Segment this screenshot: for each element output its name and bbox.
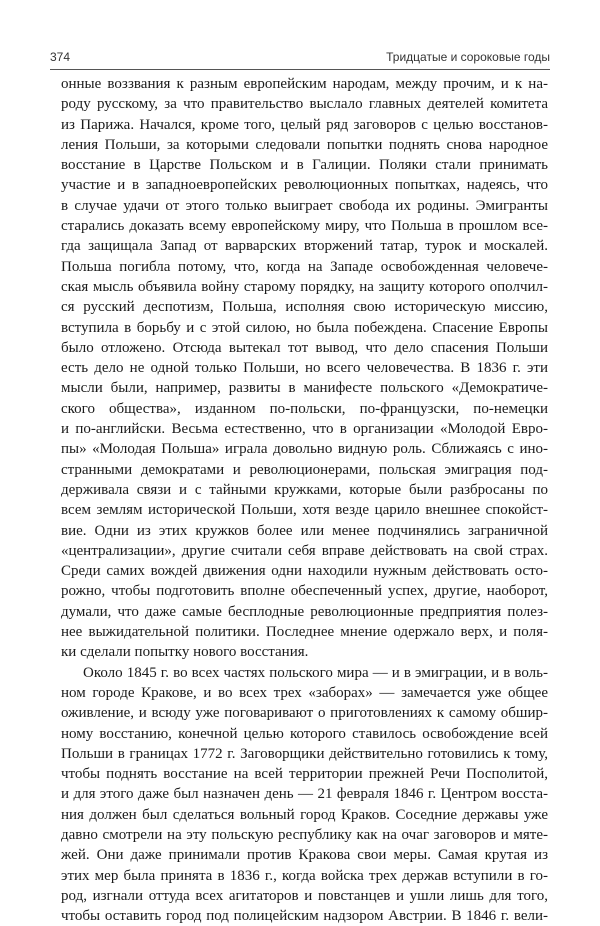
text-line: давно смотрели на эту польскую республику как на очаг заговоров и мяте- (61, 826, 548, 843)
text-line: роду русскому, за что правительство выслало главных деятелей комитета (61, 96, 548, 113)
text-line: мысли были, например, развиты в манифесте польского «Демократиче- (61, 380, 548, 397)
text-line: и для этого даже был назначен день — 21 февраля 1846 г. Центром восста- (61, 786, 548, 803)
paragraph (61, 74, 548, 663)
text-line: держивала связи и с тайными кружками, которые были разбросаны по (61, 481, 548, 498)
text-line: пы» «Молодая Польша» играла довольно видную роль. Сближаясь с ино- (61, 441, 548, 458)
text-line: ки сделали попытку нового восстания. (61, 644, 309, 661)
text-line: ления Польши, за которыми следовали попытки поднять снова народное (61, 136, 548, 153)
text-line: старались доказать всему европейскому миру, что Польша в прошлом все- (61, 218, 548, 235)
text-line: Среди самих вождей движения одни находили нужным действовать осто- (61, 563, 548, 580)
text-line: этих мер была принята в 1836 г., когда войска трех держав вступили в го- (61, 867, 548, 884)
text-line: Польши в границах 1772 г. Заговорщики действительно готовились к тому, (61, 745, 548, 762)
text-line: род, изгнали оттуда всех агитаторов и повстанцев и ушли лишь для того, (61, 887, 548, 904)
text-line: есть дело не одной только Польши, но всего человечества. В 1836 г. эти (61, 360, 548, 377)
text-line: «централизации», другие считали себя вправе действовать на свой страх. (61, 542, 548, 559)
text-line: в случае удачи от этого только выиграет свобода их родины. Эмигранты (61, 197, 548, 214)
text-line: было отложено. Отсюда вытекал тот вывод, что дело спасения Польши (61, 339, 548, 356)
text-line: гда защищала Запад от варварских вторжений татар, турок и москалей. (61, 238, 548, 255)
text-line: вступила в борьбу и с этой силою, но была побеждена. Спасение Европы (61, 319, 548, 336)
text-line: рожно, чтобы подготовить вполне обеспеченный успех, другие, наоборот, (61, 583, 548, 600)
text-line: жей. Они даже принимали против Кракова свои меры. Самая крутая из (61, 847, 548, 864)
text-line: нее выжидательной политики. Последнее мнение одержало верх, и поля- (61, 624, 548, 641)
page-number: 374 (50, 50, 71, 64)
text-line: ского общества», изданном по-польски, по-французски, по-немецки (61, 400, 548, 417)
text-line: ному восстанию, конечной целью которого ставилось освобождение всей (61, 725, 548, 742)
text-line: из Парижа. Начался, кроме того, целый ряд заговоров с целью восстанов- (61, 116, 548, 133)
text-line: чтобы оставить город под полицейским надзором Австрии. В 1846 г. вели- (61, 908, 548, 925)
text-line: ская мысль объявила войну старому порядку, на защиту которого ополчил- (61, 278, 548, 295)
text-line: странными демократами и революционерами, польская эмиграция под- (61, 461, 548, 478)
text-line: чтобы поднять восстание на всей территории прежней Речи Посполитой, (61, 766, 548, 783)
text-line: Польша погибла потому, что, когда на Западе освобожденная человече- (61, 258, 548, 275)
text-line: Около 1845 г. во всех частях польского мира — и в эмиграции, и в воль- (83, 664, 548, 681)
text-line: думали, что даже самые бесплодные революционные предприятия полез- (61, 603, 548, 620)
text-line: онные воззвания к разным европейским народам, между прочим, и к на- (61, 76, 548, 92)
text-line: вие. Одни из этих кружков более или менее подчинялись заграничной (61, 522, 548, 539)
text-line: ся русский деспотизм, Польша, исполняя свою историческую миссию, (61, 299, 548, 316)
text-line: участие и в западноевропейских революционных попытках, надеясь, что (61, 177, 548, 194)
header-rule (50, 69, 550, 70)
body-text (61, 74, 548, 926)
text-line: восстание в Царстве Польском и в Галиции. Поляки стали принимать (61, 157, 548, 174)
page-header (50, 50, 550, 66)
text-line: всем землям исторической Польши, хотя везде царило внешнее спокойст- (61, 502, 548, 519)
running-title: Тридцатые и сороковые годы (386, 50, 550, 64)
text-line: ном городе Кракове, и во всех трех «заборах» — замечается уже общее (61, 684, 548, 701)
text-line: и по-английски. Весьма естественно, что в организации «Молодой Евро- (61, 421, 548, 438)
text-line: ния должен был сделаться вольный город Краков. Соседние державы уже (61, 806, 548, 823)
paragraph (61, 663, 548, 926)
text-line: оживление, и всюду уже поговаривают о приготовлениях к самому обшир- (61, 705, 548, 722)
